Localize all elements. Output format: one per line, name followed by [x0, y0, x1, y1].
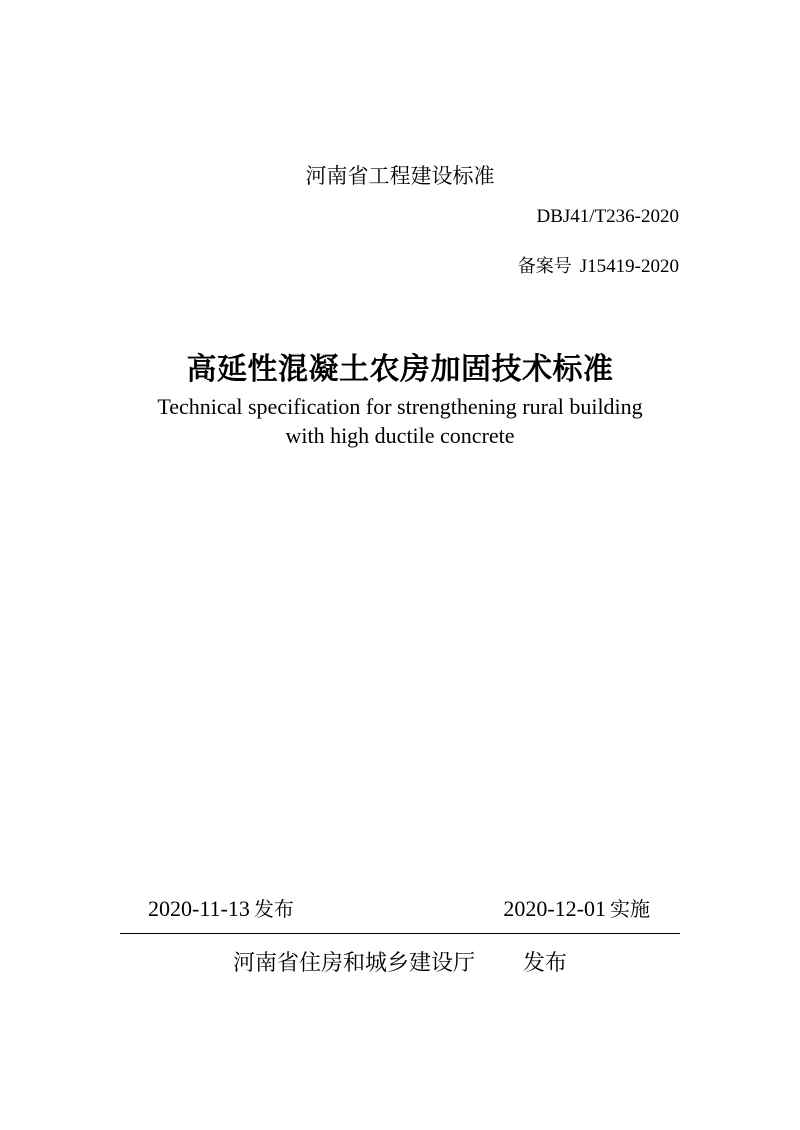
series-title: 河南省工程建设标准 — [305, 164, 495, 188]
record-label: 备案号 — [517, 256, 572, 277]
divider-line — [120, 933, 680, 934]
publisher-line — [0, 946, 800, 977]
effective-word: 实施 — [610, 897, 650, 921]
effective-date-block — [503, 893, 650, 922]
publisher-action: 发布 — [523, 951, 568, 976]
title-english-line-1: Technical specification for strengthening rural building — [157, 394, 643, 419]
dates-row — [148, 893, 650, 923]
effective-date: 2020-12-01 — [503, 896, 606, 921]
document-title-english — [0, 392, 800, 450]
publisher-name: 河南省住房和城乡建设厅 — [232, 951, 475, 976]
title-english-line-2: with high ductile concrete — [285, 423, 515, 448]
document-title-chinese: 高延性混凝土农房加固技术标准 — [186, 352, 614, 387]
issue-date-block — [148, 893, 294, 922]
record-number: J15419-2020 — [579, 256, 679, 277]
record-number-line — [518, 252, 679, 278]
issue-date: 2020-11-13 — [148, 896, 250, 921]
standard-code: DBJ41/T236-2020 — [536, 206, 679, 227]
issue-word: 发布 — [253, 897, 294, 921]
